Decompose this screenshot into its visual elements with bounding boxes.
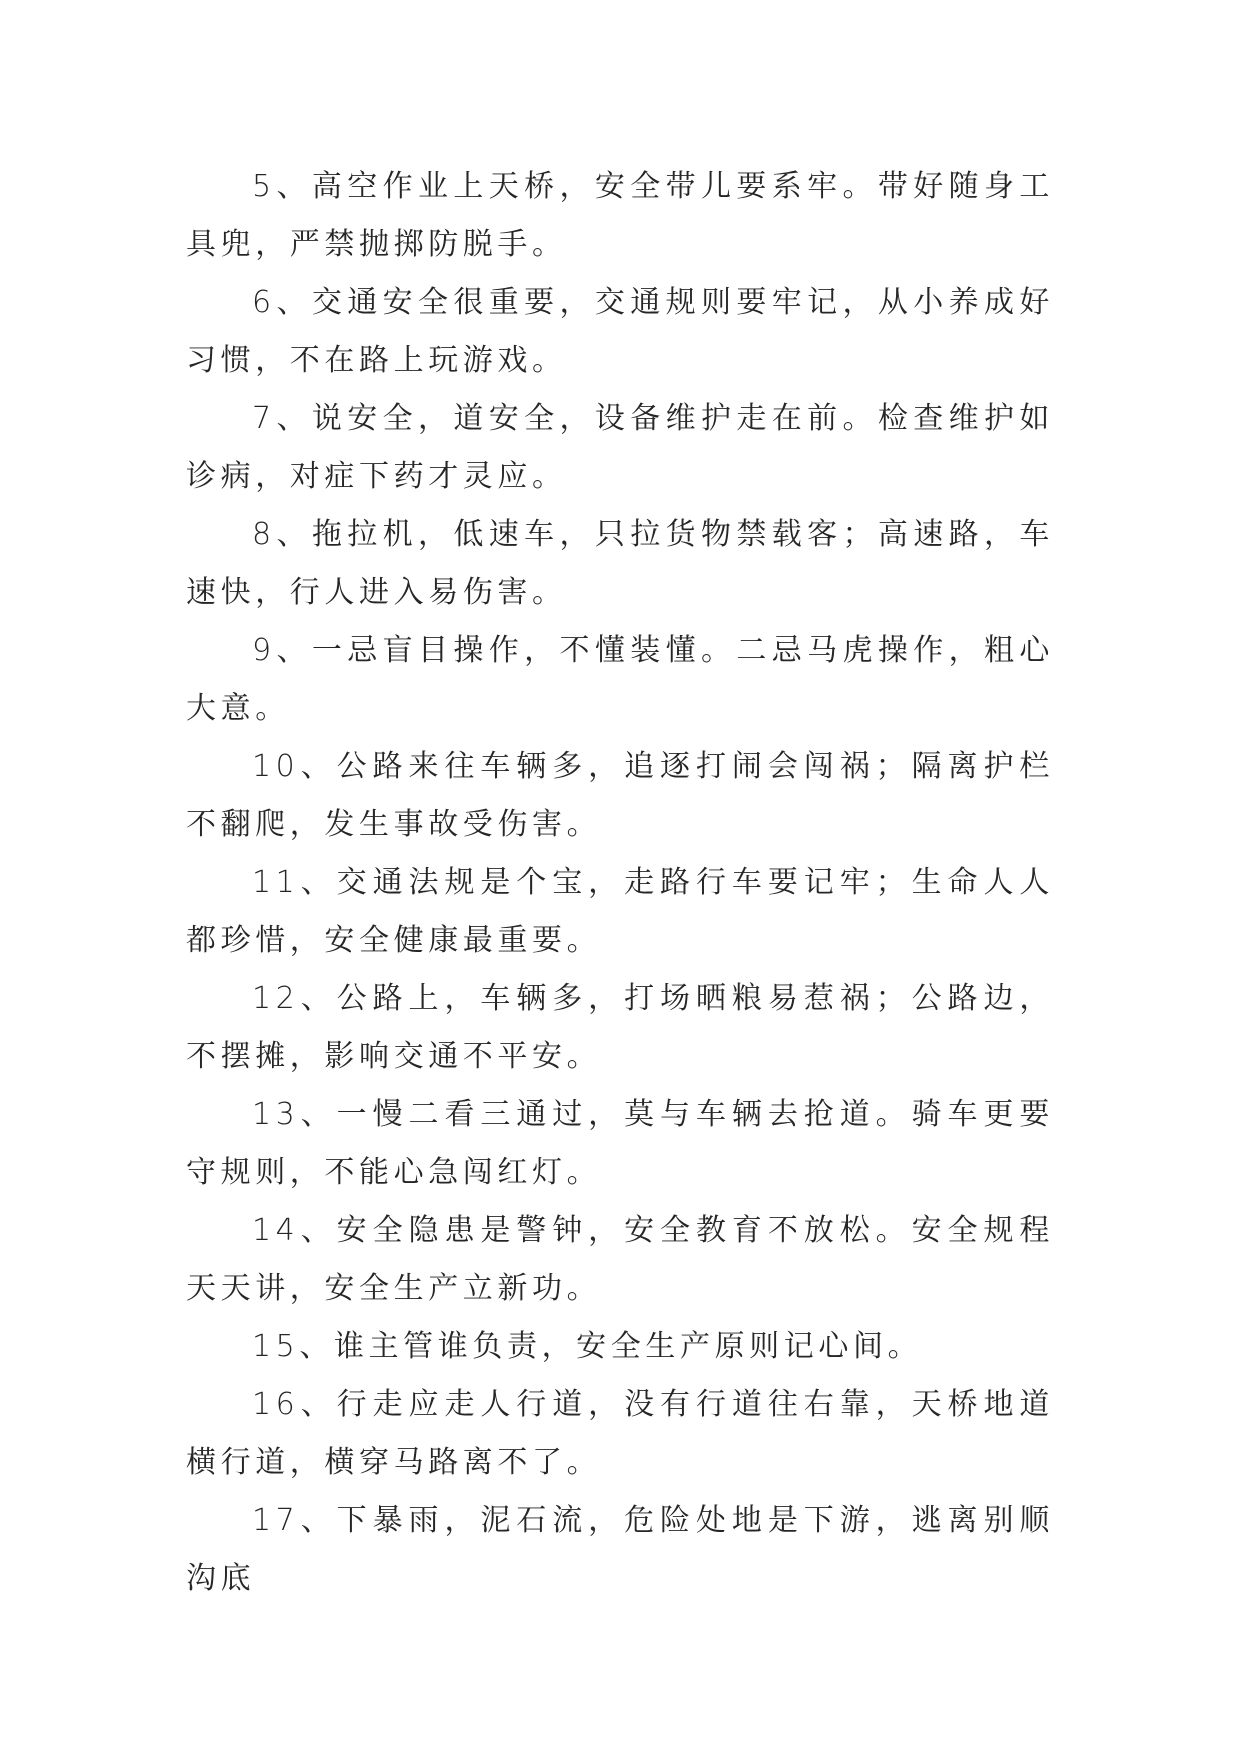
paragraph: 10、公路来往车辆多，追逐打闹会闯祸；隔离护栏不翻爬，发生事故受伤害。 xyxy=(186,749,1054,842)
paragraph: 14、安全隐患是警钟，安全教育不放松。安全规程天天讲，安全生产立新功。 xyxy=(186,1213,1054,1306)
paragraph: 9、一忌盲目操作，不懂装懂。二忌马虎操作，粗心大意。 xyxy=(186,633,1054,726)
paragraph: 12、公路上，车辆多，打场晒粮易惹祸；公路边，不摆摊，影响交通不平安。 xyxy=(186,981,1054,1074)
paragraph: 11、交通法规是个宝，走路行车要记牢；生命人人都珍惜，安全健康最重要。 xyxy=(186,865,1054,958)
document-body xyxy=(186,158,1054,1608)
paragraph: 6、交通安全很重要，交通规则要牢记，从小养成好习惯，不在路上玩游戏。 xyxy=(186,285,1054,378)
paragraph: 7、说安全，道安全，设备维护走在前。检查维护如诊病，对症下药才灵应。 xyxy=(186,401,1054,494)
paragraph: 8、拖拉机，低速车，只拉货物禁载客；高速路，车速快，行人进入易伤害。 xyxy=(186,517,1054,610)
paragraph: 5、高空作业上天桥，安全带儿要系牢。带好随身工具兜，严禁抛掷防脱手。 xyxy=(186,169,1054,262)
paragraph: 15、谁主管谁负责，安全生产原则记心间。 xyxy=(252,1329,923,1364)
paragraph: 16、行走应走人行道，没有行道往右靠，天桥地道横行道，横穿马路离不了。 xyxy=(186,1387,1054,1480)
paragraph: 17、下暴雨，泥石流，危险处地是下游，逃离别顺沟底 xyxy=(186,1503,1054,1596)
paragraph: 13、一慢二看三通过，莫与车辆去抢道。骑车更要守规则，不能心急闯红灯。 xyxy=(186,1097,1054,1190)
